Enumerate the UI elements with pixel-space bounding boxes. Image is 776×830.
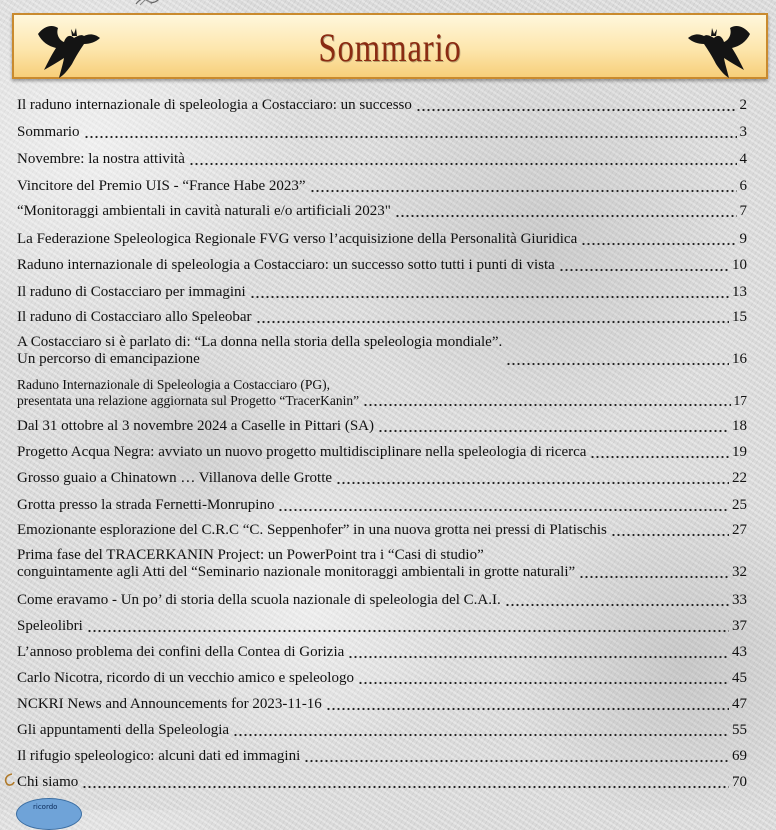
dot-leader bbox=[395, 201, 737, 218]
toc-entry-title: L’annoso problema dei confini della Contea di Gorizia bbox=[17, 644, 345, 660]
toc-entry-title: Progetto Acqua Negra: avviato un nuovo progetto multidisciplinare nella speleologia di ricerca bbox=[17, 444, 587, 460]
toc-entry-title: Speleolibri bbox=[17, 618, 83, 634]
toc-entry[interactable] bbox=[17, 495, 747, 514]
dot-leader bbox=[250, 282, 729, 299]
toc-entry-page: 3 bbox=[739, 124, 747, 140]
toc-entry-title: Chi siamo bbox=[17, 774, 79, 790]
dot-leader bbox=[348, 642, 729, 659]
toc-entry[interactable] bbox=[17, 547, 747, 581]
dot-leader bbox=[84, 122, 737, 139]
toc-entry-page: 32 bbox=[732, 564, 747, 580]
club-logo bbox=[16, 798, 82, 830]
toc-entry-title: Raduno internazionale di speleologia a Costacciaro: un successo sotto tutti i punti di vista bbox=[17, 257, 555, 273]
toc-entry[interactable] bbox=[17, 668, 747, 687]
dot-leader bbox=[304, 746, 729, 763]
toc-entry[interactable] bbox=[17, 520, 747, 539]
toc-entry-page: 70 bbox=[732, 774, 747, 790]
toc-entry-title: Il raduno di Costacciaro per immagini bbox=[17, 284, 246, 300]
toc-entry-page: 16 bbox=[732, 351, 747, 367]
dot-leader bbox=[87, 616, 729, 633]
toc-entry-title: Grosso guaio a Chinatown … Villanova delle Grotte bbox=[17, 470, 333, 486]
toc-entry[interactable] bbox=[17, 282, 747, 301]
toc-entry-title: Carlo Nicotra, ricordo di un vecchio amico e speleologo bbox=[17, 670, 354, 686]
title-banner bbox=[12, 13, 768, 79]
toc-entry-page: 19 bbox=[732, 444, 747, 460]
toc-entry[interactable] bbox=[17, 694, 747, 713]
toc-entry[interactable] bbox=[17, 229, 747, 248]
dot-leader bbox=[378, 416, 729, 433]
toc-entry-page: 69 bbox=[732, 748, 747, 764]
toc-entry-title: Come eravamo - Un po’ di storia della scuola nazionale di speleologia del C.A.I. bbox=[17, 592, 501, 608]
toc-entry[interactable] bbox=[17, 201, 747, 220]
toc-entry[interactable] bbox=[17, 416, 747, 435]
dot-leader bbox=[278, 495, 729, 512]
toc-entry[interactable] bbox=[17, 590, 747, 609]
toc-entry-title: Emozionante esplorazione del C.R.C “C. Seppenhofer” in una nuova grotta nei pressi di Platischis bbox=[17, 522, 607, 538]
dot-leader bbox=[82, 772, 729, 789]
bat-icon bbox=[680, 20, 754, 82]
toc-entry[interactable] bbox=[17, 442, 747, 461]
page-title: Sommario bbox=[318, 25, 462, 70]
dot-leader bbox=[256, 307, 729, 324]
toc-entry-title: Raduno Internazionale di Speleologia a Costacciaro (PG), presentata una relazione aggiornata sul Progetto “TracerKanin” bbox=[17, 377, 360, 408]
toc-entry-title: Il raduno internazionale di speleologia a Costacciaro: un successo bbox=[17, 97, 412, 113]
toc-entry-page: 6 bbox=[739, 178, 747, 194]
dot-leader bbox=[358, 668, 729, 685]
toc-entry-title: Il rifugio speleologico: alcuni dati ed immagini bbox=[17, 748, 301, 764]
toc-entry[interactable] bbox=[17, 377, 747, 409]
toc-entry-page: 2 bbox=[739, 97, 747, 113]
toc-entry[interactable] bbox=[17, 176, 747, 195]
toc-entry[interactable] bbox=[17, 642, 747, 661]
toc-entry-title: Gli appuntamenti della Speleologia bbox=[17, 722, 230, 738]
toc-entry-page: 7 bbox=[739, 203, 747, 219]
toc-entry[interactable] bbox=[17, 616, 747, 635]
dot-leader bbox=[559, 255, 729, 272]
toc-entry-page: 47 bbox=[732, 696, 747, 712]
toc-entry-page: 25 bbox=[732, 497, 747, 513]
toc-entry-title: Dal 31 ottobre al 3 novembre 2024 a Caselle in Pittari (SA) bbox=[17, 418, 375, 434]
toc-entry-page: 45 bbox=[732, 670, 747, 686]
toc-entry[interactable] bbox=[17, 772, 747, 791]
toc-entry-title: A Costacciaro si è parlato di: “La donna nella storia della speleologia mondiale”. Un percorso di emancipazione bbox=[17, 334, 503, 367]
dot-leader bbox=[363, 390, 730, 407]
toc-entry[interactable] bbox=[17, 468, 747, 487]
toc-entry[interactable] bbox=[17, 149, 747, 168]
toc-entry[interactable] bbox=[17, 255, 747, 274]
toc-entry-page: 15 bbox=[732, 309, 747, 325]
toc-entry-page: 4 bbox=[739, 151, 747, 167]
dot-leader bbox=[590, 442, 729, 459]
dot-leader bbox=[579, 562, 729, 579]
dot-leader bbox=[336, 468, 729, 485]
dot-leader bbox=[326, 694, 729, 711]
dot-leader bbox=[581, 229, 736, 246]
toc-entry-page: 33 bbox=[732, 592, 747, 608]
toc-entry-title: NCKRI News and Announcements for 2023-11-16 bbox=[17, 696, 322, 712]
toc-entry-page: 10 bbox=[732, 257, 747, 273]
toc-entry-page: 27 bbox=[732, 522, 747, 538]
toc-entry-page: 55 bbox=[732, 722, 747, 738]
toc-entry-page: 17 bbox=[733, 393, 747, 408]
toc-entry-page: 9 bbox=[739, 231, 747, 247]
decorative-swirl-icon bbox=[2, 772, 16, 788]
toc-entry-page: 43 bbox=[732, 644, 747, 660]
toc-entry-page: 37 bbox=[732, 618, 747, 634]
toc-entry-page: 13 bbox=[732, 284, 747, 300]
toc-entry[interactable] bbox=[17, 122, 747, 141]
dot-leader bbox=[189, 149, 737, 166]
decorative-sketch-icon bbox=[134, 0, 162, 6]
toc-entry-title: Vincitore del Premio UIS - “France Habe 2023” bbox=[17, 178, 306, 194]
toc-entry-title: “Monitoraggi ambientali in cavità naturali e/o artificiali 2023" bbox=[17, 203, 391, 219]
dot-leader bbox=[611, 520, 729, 537]
dot-leader bbox=[505, 590, 729, 607]
toc-entry[interactable] bbox=[17, 334, 747, 368]
toc-entry-page: 22 bbox=[732, 470, 747, 486]
dot-leader bbox=[310, 176, 737, 193]
toc-entry-title: Il raduno di Costacciaro allo Speleobar bbox=[17, 309, 252, 325]
toc-entry[interactable] bbox=[17, 720, 747, 739]
toc-entry-page: 18 bbox=[732, 418, 747, 434]
logo-text: ricordo bbox=[33, 803, 58, 811]
toc-entry-title: Novembre: la nostra attività bbox=[17, 151, 185, 167]
toc-entry-title: La Federazione Speleologica Regionale FVG verso l’acquisizione della Personalità Giuridica bbox=[17, 231, 578, 247]
dot-leader bbox=[416, 95, 737, 112]
toc-entry[interactable] bbox=[17, 746, 747, 765]
toc-entry-title: Grotta presso la strada Fernetti-Monrupino bbox=[17, 497, 275, 513]
toc-entry-title: Sommario bbox=[17, 124, 80, 140]
toc-entry[interactable] bbox=[17, 95, 747, 114]
dot-leader bbox=[506, 349, 729, 366]
toc-entry-title: Prima fase del TRACERKANIN Project: un PowerPoint tra i “Casi di studio” conguintamente agli Atti del “Seminario nazionale monitoraggi ambientali in grotte naturali” bbox=[17, 547, 576, 580]
toc-entry[interactable] bbox=[17, 307, 747, 326]
dot-leader bbox=[233, 720, 729, 737]
